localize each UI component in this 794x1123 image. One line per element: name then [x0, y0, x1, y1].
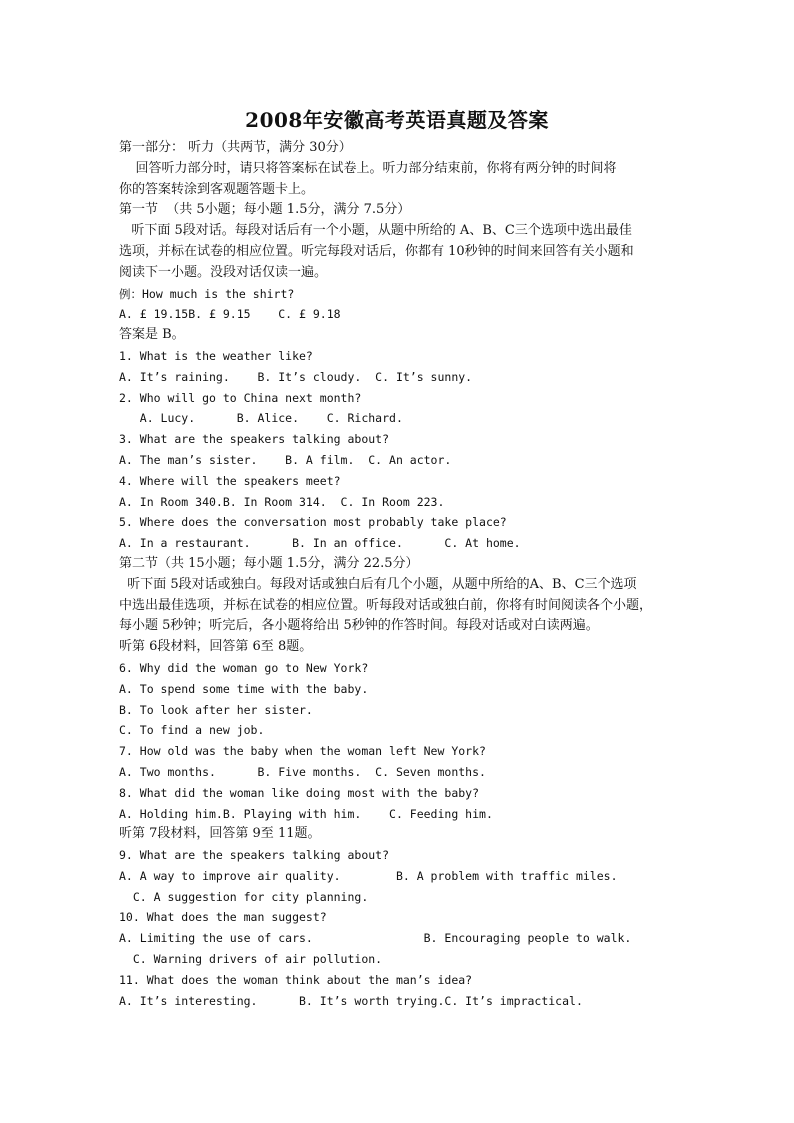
text-line: 8. What did the woman like doing most with the baby?: [119, 785, 480, 800]
document-body: [119, 138, 679, 1011]
text-line: A. The man’s sister. B. A film. C. An actor.: [119, 452, 452, 467]
text-line: 听下面 5段对话或独白。每段对话或独白后有几个小题，从题中所给的A、B、C三个选项: [119, 576, 637, 592]
text-line: 中选出最佳选项，并标在试卷的相应位置。听每段对话或独白前，你将有时间阅读各个小题，: [119, 597, 653, 613]
text-line: 答案是 B。: [119, 327, 185, 343]
text-line: 9. What are the speakers talking about?: [119, 848, 390, 863]
text-line: 第二节（共 15小题；每小题 1.5分，满分 22.5分）: [119, 555, 419, 571]
text-line: 例：How much is the shirt?: [119, 286, 295, 301]
text-line: A. Holding him.B. Playing with him. C. Feeding him.: [119, 806, 493, 821]
text-line: 10. What does the man suggest?: [119, 910, 327, 925]
text-line: 11. What does the woman think about the man’s idea?: [119, 972, 473, 987]
text-line: A. It’s raining. B. It’s cloudy. C. It’s sunny.: [119, 369, 473, 384]
text-line: 7. How old was the baby when the woman left New York?: [119, 744, 486, 759]
text-line: 3. What are the speakers talking about?: [119, 432, 390, 447]
text-line: 听第 7段材料，回答第 9至 11题。: [119, 826, 321, 842]
text-line: 听第 6段材料，回答第 6至 8题。: [119, 639, 313, 655]
text-line: A. In Room 340.B. In Room 314. C. In Room 223.: [119, 494, 445, 509]
text-line: A. To spend some time with the baby.: [119, 681, 369, 696]
text-line: 阅读下一小题。没段对话仅读一遍。: [119, 264, 328, 280]
text-line: A. Lucy. B. Alice. C. Richard.: [119, 411, 403, 426]
text-line: C. A suggestion for city planning.: [119, 889, 369, 904]
text-line: 每小题 5秒钟；听完后，各小题将给出 5秒钟的作答时间。每段对话或对白读两遍。: [119, 618, 599, 634]
text-line: B. To look after her sister.: [119, 702, 313, 717]
text-line: A. Limiting the use of cars. B. Encouraging people to walk.: [119, 931, 632, 946]
text-line: 6. Why did the woman go to New York?: [119, 660, 369, 675]
text-line: A. A way to improve air quality. B. A problem with traffic miles.: [119, 868, 618, 883]
text-line: 2. Who will go to China next month?: [119, 390, 362, 405]
text-line: 选项，并标在试卷的相应位置。听完每段对话后，你都有 10秒钟的时间来回答有关小题和: [119, 243, 634, 259]
text-line: A. £ 19.15B. £ 9.15 C. £ 9.18: [119, 307, 341, 322]
text-line: 你的答案转涂到客观题答题卡上。: [119, 181, 315, 197]
page-title: 2008年安徽高考英语真题及答案: [245, 108, 549, 132]
text-line: C. Warning drivers of air pollution.: [119, 952, 383, 967]
text-line: C. To find a new job.: [119, 723, 265, 738]
text-line: 1. What is the weather like?: [119, 348, 313, 363]
text-line: A. It’s interesting. B. It’s worth trying.C. It’s impractical.: [119, 993, 583, 1008]
text-line: 回答听力部分时，请只将答案标在试卷上。听力部分结束前，你将有两分钟的时间将: [119, 160, 617, 176]
text-line: 4. Where will the speakers meet?: [119, 473, 341, 488]
text-line: A. In a restaurant. B. In an office. C. At home.: [119, 536, 521, 551]
text-line: 第一部分： 听力（共两节，满分 30分）: [119, 140, 352, 155]
text-line: 5. Where does the conversation most probably take place?: [119, 515, 507, 530]
text-line: 听下面 5段对话。每段对话后有一个小题，从题中所给的 A、B、C三个选项中选出最佳: [119, 223, 632, 239]
text-line: A. Two months. B. Five months. C. Seven months.: [119, 764, 486, 779]
text-line: 第一节 （共 5小题；每小题 1.5分，满分 7.5分）: [119, 202, 411, 218]
